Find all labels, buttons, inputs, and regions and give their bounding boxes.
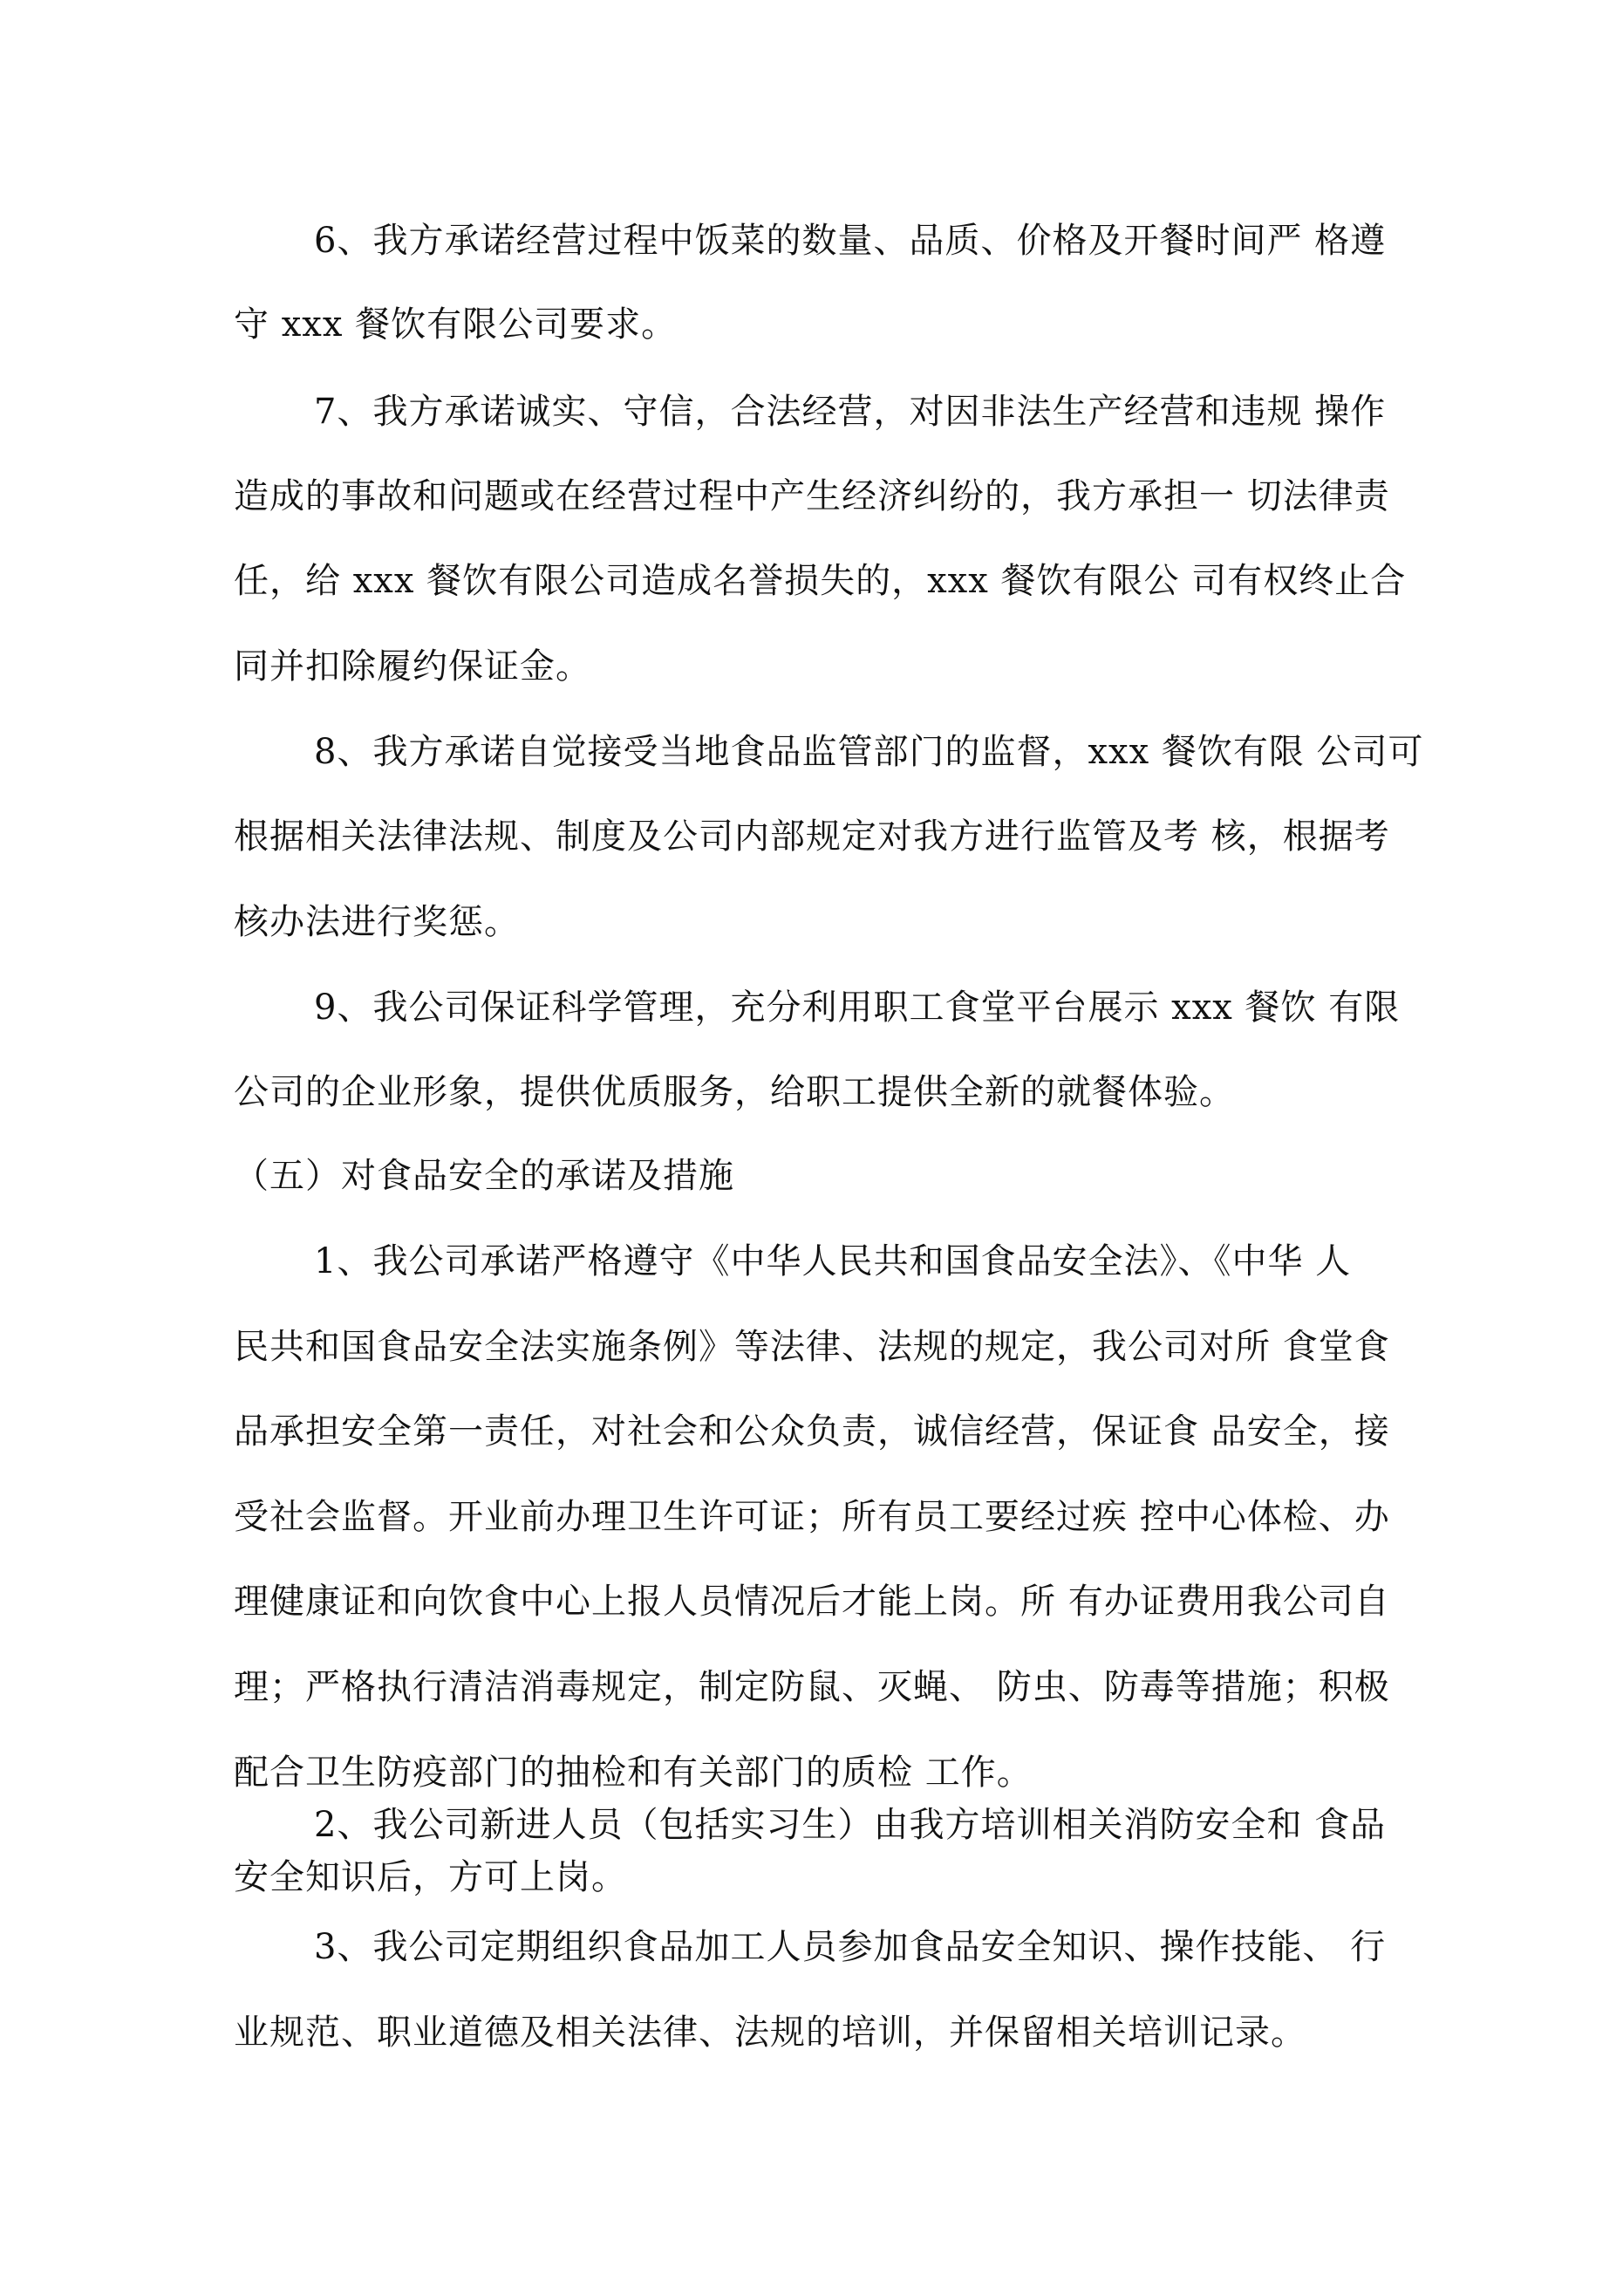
item-9-line-2: 公司的企业形象，提供优质服务，给职工提供全新的就餐体验。	[234, 1072, 1235, 1112]
section-item-1-line-3: 品承担安全第一责任，对社会和公众负责，诚信经营，保证食 品安全，接	[234, 1411, 1390, 1452]
item-9-line-1: 9、我公司保证科学管理，充分利用职工食堂平台展示 xxx 餐饮 有限	[314, 987, 1401, 1028]
item-7-line-3: 任，给 xxx 餐饮有限公司造成名誉损失的，xxx 餐饮有限公 司有权终止合	[234, 561, 1407, 601]
section-item-1-line-5: 理健康证和向饮食中心上报人员情况后才能上岗。所 有办证费用我公司自	[234, 1582, 1390, 1622]
section-item-1-line-4: 受社会监督。开业前办理卫生许可证；所有员工要经过疾 控中心体检、办	[234, 1497, 1390, 1537]
section-item-3-line-2: 业规范、职业道德及相关法律、法规的培训，并保留相关培训记录。	[234, 2012, 1306, 2053]
section-item-1-line-6: 理；严格执行清洁消毒规定，制定防鼠、灭蝇、 防虫、防毒等措施；积极	[234, 1667, 1390, 1707]
item-8-line-2: 根据相关法律法规、制度及公司内部规定对我方进行监管及考 核，根据考	[234, 817, 1390, 857]
item-6-line-2: 守 xxx 餐饮有限公司要求。	[234, 304, 678, 345]
section-item-3-line-1: 3、我公司定期组织食品加工人员参加食品安全知识、操作技能、 行	[314, 1927, 1387, 1967]
section-item-1-line-2: 民共和国食品安全法实施条例》等法律、法规的规定，我公司对所 食堂食	[234, 1327, 1390, 1367]
item-7-line-4: 同并扣除履约保证金。	[234, 646, 591, 687]
item-8-line-1: 8、我方承诺自觉接受当地食品监管部门的监督，xxx 餐饮有限 公司可	[314, 732, 1424, 772]
section-item-1-line-1: 1、我公司承诺严格遵守《中华人民共和国食品安全法》、《中华 人	[314, 1241, 1352, 1281]
section-item-1-line-7: 配合卫生防疫部门的抽检和有关部门的质检 工作。	[234, 1753, 1033, 1793]
section-item-2-line-1: 2、我公司新进人员（包括实习生）由我方培训相关消防安全和 食品	[314, 1805, 1387, 1845]
section-heading: （五）对食品安全的承诺及措施	[234, 1156, 734, 1196]
section-item-2-line-2: 安全知识后，方可上岗。	[234, 1857, 627, 1897]
item-8-line-3: 核办法进行奖惩。	[234, 902, 520, 942]
item-6-line-1: 6、我方承诺经营过程中饭菜的数量、品质、价格及开餐时间严 格遵	[314, 221, 1387, 261]
item-7-line-1: 7、我方承诺诚实、守信，合法经营，对因非法生产经营和违规 操作	[314, 392, 1387, 432]
item-7-line-2: 造成的事故和问题或在经营过程中产生经济纠纷的，我方承担一 切法律责	[234, 476, 1390, 516]
